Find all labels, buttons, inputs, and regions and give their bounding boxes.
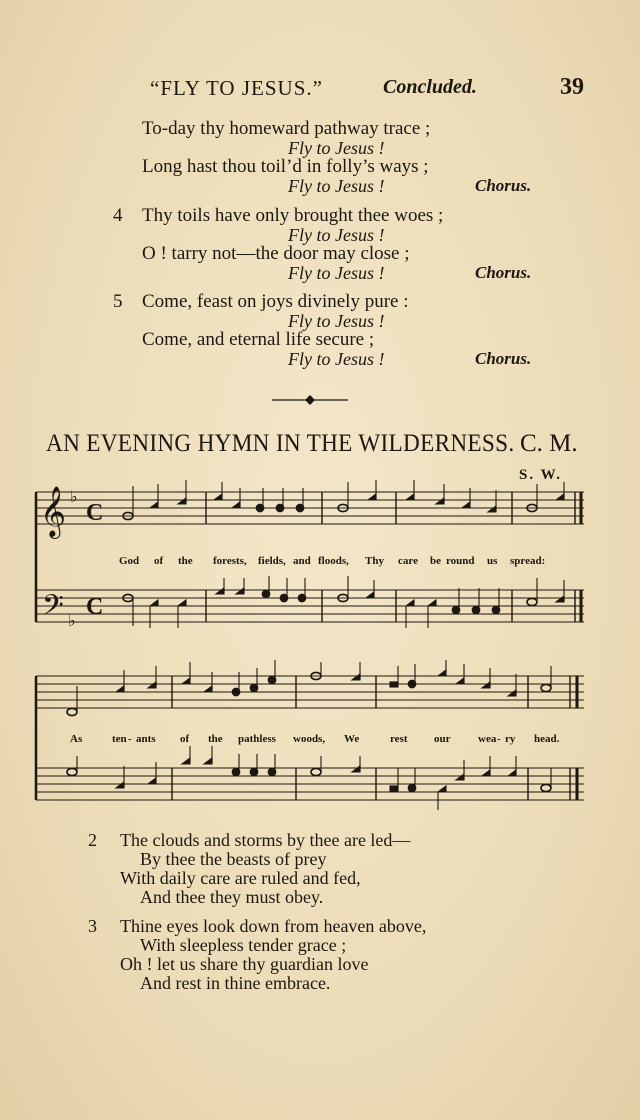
composer-initials: S. W.	[519, 467, 562, 483]
hymn-title: AN EVENING HYMN IN THE WILDERNESS.	[46, 430, 515, 457]
music-system-2	[0, 660, 640, 820]
lyric-syllable: care	[398, 555, 418, 567]
verse-line: With sleepless tender grace ;	[140, 935, 347, 955]
lyric-syllable: ten	[112, 733, 127, 745]
verse-line: Long hast thou toil’d in folly’s ways ;	[142, 156, 429, 177]
lyric-syllable: -	[497, 733, 501, 745]
lyric-syllable: ants	[136, 733, 156, 745]
verse-line: Oh ! let us share thy guardian love	[120, 954, 369, 974]
verse-line: And thee they must obey.	[140, 887, 324, 907]
lyric-syllable: As	[70, 733, 83, 745]
music-system-1	[0, 480, 640, 640]
verse-number: 5	[113, 291, 123, 312]
refrain-line: Fly to Jesus !	[288, 225, 385, 245]
running-header-title: “FLY TO JESUS.”	[150, 76, 323, 100]
verse-line: With daily care are ruled and fed,	[120, 868, 361, 888]
verse-line: By thee the beasts of prey	[140, 849, 327, 869]
chorus-marker: Chorus.	[475, 176, 532, 195]
svg-text:C: C	[86, 500, 104, 526]
ornament-divider	[272, 392, 348, 408]
verse-line: Come, and eternal life secure ;	[142, 329, 375, 350]
lyric-syllable: woods,	[293, 733, 326, 745]
lyric-syllable: God	[119, 555, 140, 567]
lyric-syllable: our	[434, 733, 451, 745]
svg-text:♭: ♭	[70, 489, 78, 506]
verse-line: Thine eyes look down from heaven above,	[120, 916, 427, 936]
verse-line: And rest in thine embrace.	[140, 973, 331, 993]
verse-line: The clouds and storms by thee are led—	[120, 830, 411, 850]
page-number: 39	[560, 74, 584, 100]
refrain-line: Fly to Jesus !	[288, 138, 385, 158]
lyric-syllable: of	[180, 733, 190, 745]
lyric-syllable: -	[128, 733, 132, 745]
lyric-syllable: forests,	[213, 555, 247, 567]
verse-number: 2	[88, 830, 97, 850]
lyric-syllable: wea	[478, 733, 497, 745]
lyric-syllable: fields,	[258, 555, 286, 567]
lyric-syllable: rest	[390, 733, 408, 745]
running-header-concluded: Concluded.	[383, 76, 477, 98]
chorus-marker: Chorus.	[475, 349, 532, 368]
refrain-line: Fly to Jesus !	[288, 349, 385, 369]
lyric-syllable: and	[293, 555, 311, 567]
svg-text:C: C	[86, 594, 104, 620]
svg-text:♭: ♭	[68, 613, 76, 630]
lyric-syllable: floods,	[318, 555, 349, 567]
refrain-line: Fly to Jesus !	[288, 311, 385, 331]
hymn-meter: C. M.	[520, 430, 578, 457]
verse-number: 4	[113, 205, 123, 226]
lyric-syllable: the	[178, 555, 193, 567]
verse-number: 3	[88, 916, 97, 936]
lyric-syllable: pathless	[238, 733, 276, 745]
refrain-line: Fly to Jesus !	[288, 176, 385, 196]
verse-line: Thy toils have only brought thee woes ;	[142, 205, 444, 226]
svg-text:𝄢: 𝄢	[42, 589, 64, 629]
lyric-syllable: round	[446, 555, 475, 567]
lyric-syllable: of	[154, 555, 164, 567]
lyric-syllable: be	[430, 555, 441, 567]
chorus-marker: Chorus.	[475, 263, 532, 282]
lyric-syllable: Thy	[365, 555, 384, 567]
refrain-line: Fly to Jesus !	[288, 263, 385, 283]
lyric-syllable: head.	[534, 733, 560, 745]
lyric-syllable: ry	[505, 733, 516, 745]
lyric-syllable: spread:	[510, 555, 546, 567]
lyric-syllable: the	[208, 733, 223, 745]
svg-text:𝄞: 𝄞	[40, 486, 67, 537]
verse-line: To-day thy homeward pathway trace ;	[142, 118, 431, 139]
lyric-syllable: We	[344, 733, 360, 745]
verse-line: O ! tarry not—the door may close ;	[142, 243, 410, 264]
lyric-syllable: us	[487, 555, 498, 567]
verse-line: Come, feast on joys divinely pure :	[142, 291, 409, 312]
